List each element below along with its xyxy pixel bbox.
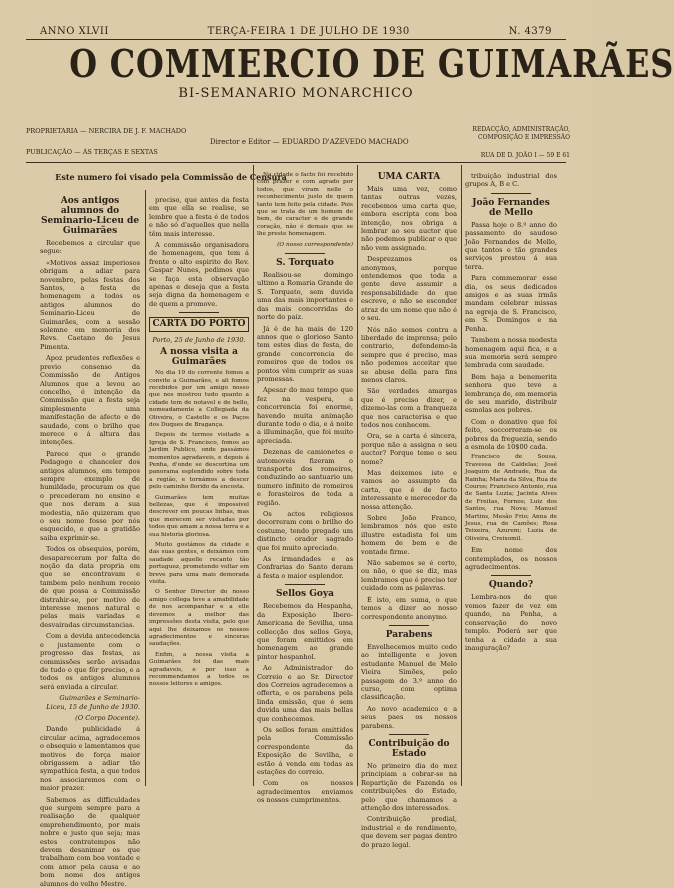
censure-notice: Este numero foi visado pela Commissão de Censura [55,172,287,182]
column-rule [357,165,358,786]
paragraph: Guimarães tem muitas bellezas, que é impossivel descrever em poucas linhas, mas que merecem ser visitadas por todos que amam a nossa terra e a sua historia gloriosa. [149,494,249,538]
paragraph: Em nome dos contemplados, os nossos agradecimentos. [465,546,557,572]
paragraph: Já é de ha mais de 120 annos que o glorioso Santo tem estes dias de festa, de grande concorrencia de romeiros que de todos os pontos vêm cumprir as suas promessas. [257,324,353,383]
headline-joao-fernandes: João Fernandes de Mello [472,197,550,218]
paragraph: No primeiro dia do mez principiam a cobrar-se na Repartição de Fazenda os contribuições do Estado, pelo que chamamos a attenção dos interessados. [361,761,457,812]
dateline: Porto, 25 de Junho de 1930. [152,335,246,344]
paragraph: É isto, em suma, o que temos a dizer ao nosso correspondente anonymo. [361,595,457,621]
paragraph: Mais uma vez, como tantas outras vezes, recebemos uma carta que, embora escripta com boa intenção, nos obriga a lembrar ao seu auctor que não podemos publicar o que não vem assignado. [361,185,457,252]
paragraph: Envelhecemos muito cedo ao intelligente e joven estudante Manuel de Melo Vieira Simões, pelo passagem do 3.º anno do curso, com optima classificação. [361,642,457,702]
column-1 [40,196,140,888]
paragraph: «Motivos assaz imperiosos obrigam a adiar para novembro, pelas festas dos Santos, a festa de homenagem a todos os antigos alumnos do Seminario-Liceu de Guimarães, com a sessão solemne em memoria dos Revs. Caetano de Jesus Pimenta. [40,258,140,351]
issue-number: N. 4379 [508,25,552,37]
paragraph: Muito gostámos da cidade e das suas gentes, e deixámos com saudade aquelle recanto tão portuguez, prometendo voltar em breve para uma mais demorada visita. [149,542,249,586]
paragraph: Lembra-nos de que vemos fazer de vez em quando, na Penha, a conservação do novo templo. Poderá ser que tenha a cidade a sua inauguração? [465,593,557,652]
paragraph: Dando publicidade á circular acima, agradecemos o obsequio e lamentamos que motivos de força maior obrigassem a adiar tão sympathica festa, a que todos nos associaremos com o maior prazer. [40,725,140,793]
paragraph: Desprezamos os anonymos, porque entendemos que toda a gente deve assumir a responsabilidade do que escreve, e não se esconder atraz de um nome que não é o seu. [361,255,457,323]
year-label: ANNO XLVII [40,25,109,37]
paragraph: Ora, se a carta é sincera, porque não a assigna o seu auctor? Porque teme o seu nome? [361,432,457,466]
separator [491,575,531,576]
headline-s-torquato: S. Torquato [276,258,334,269]
owner-line: PROPRIETARIA — NERCIRA DE J. F. MACHADO [26,127,187,135]
paragraph: Todos os obsequios, porém, desapareceram por falta de noção da data propria em que se encontravam e tambem pelo nenhum receio de que possa a Commissão distrahir-se, por motivo de interesse menos natural e pelas mais variadas e desvairadas circumstancias. [40,545,140,629]
office-line: REDACÇÃO, ADMINISTRAÇÃO, COMPOSIÇÃO E IMPRESSÃO [472,126,570,141]
paragraph: No dia 19 do corrente fomos a convite a Guimarães, e ali fomos recebidos por um amigo nosso que nos mostrou tudo quanto a cidade tem de notavel e de bello, nomeadamente a Collegiada da Oliveira, o Castello e os Paços dos Duques de Bragança. [149,370,249,428]
paragraph: A commissão organisadora de homenagem, que tem á frente o alto espirito do Rev. Gaspar Nunes, pedimos que se faça esta observação apenas e deseja que a festa seja digna da homenagem e de quem a promove. [149,241,249,308]
newspaper-title: O COMMERCIO DE GUIMARÃES [69,41,674,86]
paragraph: Ao novo academico e a seus paes os nossos parabens. [361,704,457,730]
separator [285,584,325,585]
paragraph: Realisou-se domingo ultimo a Romaria Grande de S. Torquato, sem duvida uma das mais importantes e das mais concorridas do norte do paiz. [257,271,353,322]
masthead-rule [26,162,566,163]
paragraph: Tambem a nossa modesta homenagem aqui fica, e a sua memoria será sempre lembrada com saudade. [465,336,557,370]
paragraph: Os sellos foram emittidos pela Commissão correspondente da Exposição de Sevilha, e estão á venda em todas as estações do correio. [257,725,353,776]
column-rule [145,190,146,786]
paragraph: Com a devida antecedencia e justamente com o progresso das festas, as commissões serão avisadas de tudo o que fôr preciso, e a todos os antigos alumnos será enviada a circular. [40,632,140,691]
column-2 [149,196,249,786]
headline-visita: A nossa visita a Guimarães [160,347,238,368]
separator [285,253,325,254]
column-rule [461,165,462,786]
paragraph: Bem haja a benemerita senhora que teve a lembrança de, em memoria de seu marido, distribuir esmolas aos pobres. [465,372,557,415]
paragraph: preciso, que antes da festa em que ella se realise, se lembre que a festa é de todos e não só d'aquelles que nella têm mais interesse. [149,196,249,238]
paragraph: Contribuição predial, industrial e de rendimento, que devem ser pagas dentro do prazo legal. [361,815,457,849]
paragraph: São verdades amargas que é preciso dizer, e dizemo-las com a franqueza que nos caracterisa e que todos nos conhecem. [361,387,457,429]
paragraph: Parece que o grande Pedagogo e chanceler dos antigos alumnos, em tempos sempre exemplo de humildade, procuram os que o precederam no ensino e que nos deram a sua modestia, não quizeram que o seu nome fosse por nós esquecido, e que a gratidão saiba exprimir-se. [40,449,140,542]
paragraph: Apesar do mau tempo que fez na vespera, a concorrencia foi enorme, havendo muita animação durante todo o dia, e á noite a illuminação, que foi muito apreciada. [257,386,353,445]
column-3 [257,172,353,805]
paragraph: Os actos religiosos decorreram com o brilho do costume, tendo pregado um distincto orador sagrado que foi muito apreciado. [257,510,353,552]
paragraph: As irmandades e as Confrarias do Santo deram á festa o maior esplendor. [257,555,353,580]
separator [389,625,429,626]
beneficiary-list: Francisco de Sousa, Travessa de Caldelas; José Joaquim de Andrade, Rua da Rainha; Maria da Silva, Rua de Couros; Francisco Antonio, rua de Santa Luzia; Jacinta Alves de Freitas, Fornos; Luiz dos Santos, rua Nova; Manuel Martins, Mesão Frio; Anna de Jesus, rua de Camões; Rosa Teixeira, Azurem; Luzia de Oliveira, Creixomil. [465,454,557,542]
separator [491,193,531,194]
paragraph: Enfim, a nossa visita a Guimarães foi das mais agradaveis, e por isso a recommendamos a todos os nossos leitores e amigos. [149,651,249,688]
headline-uma-carta: UMA CARTA [377,172,441,182]
newspaper-subtitle: BI-SEMANARIO MONARCHICO [178,86,414,101]
office-info [430,126,570,160]
headline-contribuicao: Contribuição do Estado [368,738,450,759]
paragraph: Depois de termos visitado a Igreja de S. Francisco, fomos ao Jardim Publico, onde passámos momentos agradaveis, e depois á Penha, d'onde se descortina um panorama esplendido sobre toda a região, e tornámos a descer pelo caminho florido da encosta. [149,432,249,491]
paragraph: Nós não somos contra a liberdade de imprensa; pelo contrario, defendemo-la sempre que é preciso, mas não podemos acceitar que se abuse della para fins menos claros. [361,325,457,384]
column-rule [253,165,254,786]
paragraph: Passa hoje o 8.º anno do passamento do saudoso João Fernandes de Mello, que tantos e tão grandes serviços prestou á sua terra. [465,220,557,271]
signature: (O Corpo Docente). [75,713,140,722]
headline-carta-porto: CARTA DO PORTO [149,317,249,331]
paragraph: Ao Administrador do Correio e ao Sr. Director dos Correios agradecemos a offerta, e os parabens pela linda emissão, que é sem duvida uma das mais bellas que conhecemos. [257,664,353,723]
paragraph: Na cidade o facto foi recebido com prazer e com agrado por todos, que viram nelle o reconhecimento justo de quem tanto tem feito pela cidade. Pois que se trata de um homem de bem, de caracter e de grande coração, não é demais que se lhe preste homenagem. [257,172,353,238]
headline-seminario: Aos antigos alumnos do Seminario-Liceu de Guimarães [40,196,140,236]
paragraph: Recebemos a circular que segue: [40,239,140,256]
paragraph: Não sabemos se é certo, ou não, o que se diz, mas lembramos que é preciso ter cuidado com as palavras. [361,559,457,593]
paragraph: Com os nossos agradecimentos enviamos os nossos cumprimentos. [257,779,353,805]
director-line: Director e Editor — EDUARDO D'AZEVEDO MACHADO [210,138,409,146]
address-line: RUA DE D. JOÃO I — 59 E 61 [480,152,570,159]
masthead-top-line [40,24,552,38]
issue-date: TERÇA-FEIRA 1 DE JULHO DE 1930 [207,25,410,37]
paragraph: tribuição industrial dos grupos A, B e C. [465,172,557,189]
paragraph: Sabemos as difficuldades que surgem sempre para a realisação de qualquer emprehendimento, por mais nobre e justo que seja; mas estes contratempos não devem desanimar os que trabalham com boa vontade e com amor pela causa e ao bom nome dos antigos alumnos do velho Mestre. [40,795,140,888]
separator [389,734,429,735]
owner-info [26,126,206,158]
paragraph: Sobre João Franco, lembramos nós que este illustre estadista foi um homem de bem e de vontade firme. [361,514,457,556]
dateline: Guimarães e Seminario-Liceu, 15 de Junho de 1930. [46,694,140,711]
signature: (O nosso correspondente) [277,241,353,248]
paragraph: Mas deixemos isto e vamos ao assumpto da carta, que é de facto interessante e merecedor da nossa attenção. [361,469,457,511]
headline-quando: Quando? [488,580,534,591]
publication-line: PUBLICAÇÃO — ÁS TERÇAS E SEXTAS [26,148,158,156]
column-4 [361,172,457,849]
paragraph: Dezenas de camionetes e automoveis fizeram o transporte dos romeiros, conduzindo ao santuario um numero infinito de romeiros e forasteiros de toda a região. [257,448,353,507]
headline-parabens: Parabens [385,629,433,640]
paragraph: O Senhor Director do nosso amigo collega teve a amabilidade de nos acompanhar e a elle devemos a melhor das impressões desta visita, pelo que aqui lhe deixamos os nossos agradecimentos e sinceras saudações. [149,589,249,648]
headline-sellos-goya: Sellos Goya [275,589,335,600]
paragraph: Para commemorar esse dia, os seus dedicados amigos e as suas irmãs mandam celebrar missas na egreja de S. Francisco, em S. Domingos e na Penha. [465,274,557,333]
paragraph: Recebemos da Hespanha, da Exposição Ibero-Americana de Sevilha, uma collecção dos sellos Goya, que foram emittidos em homenagem ao grande pintor hespanhol. [257,602,353,661]
separator [179,312,219,313]
paragraph: Apoz prudentes reflexões e previo consenso da Commissão de Antigos Alumnos que a levou ao concelho, é intenção da Commissão que a festa seja simplesmente uma manifestação de afecto e de saudade, com o brilho que merece e á altura das intenções. [40,354,140,447]
column-5 [465,172,557,786]
paragraph: Com o donativo que foi feito, soccorreram-se os pobres da freguezia, sendo a esmola de 10$00 cada. [465,417,557,451]
masthead [26,40,674,101]
